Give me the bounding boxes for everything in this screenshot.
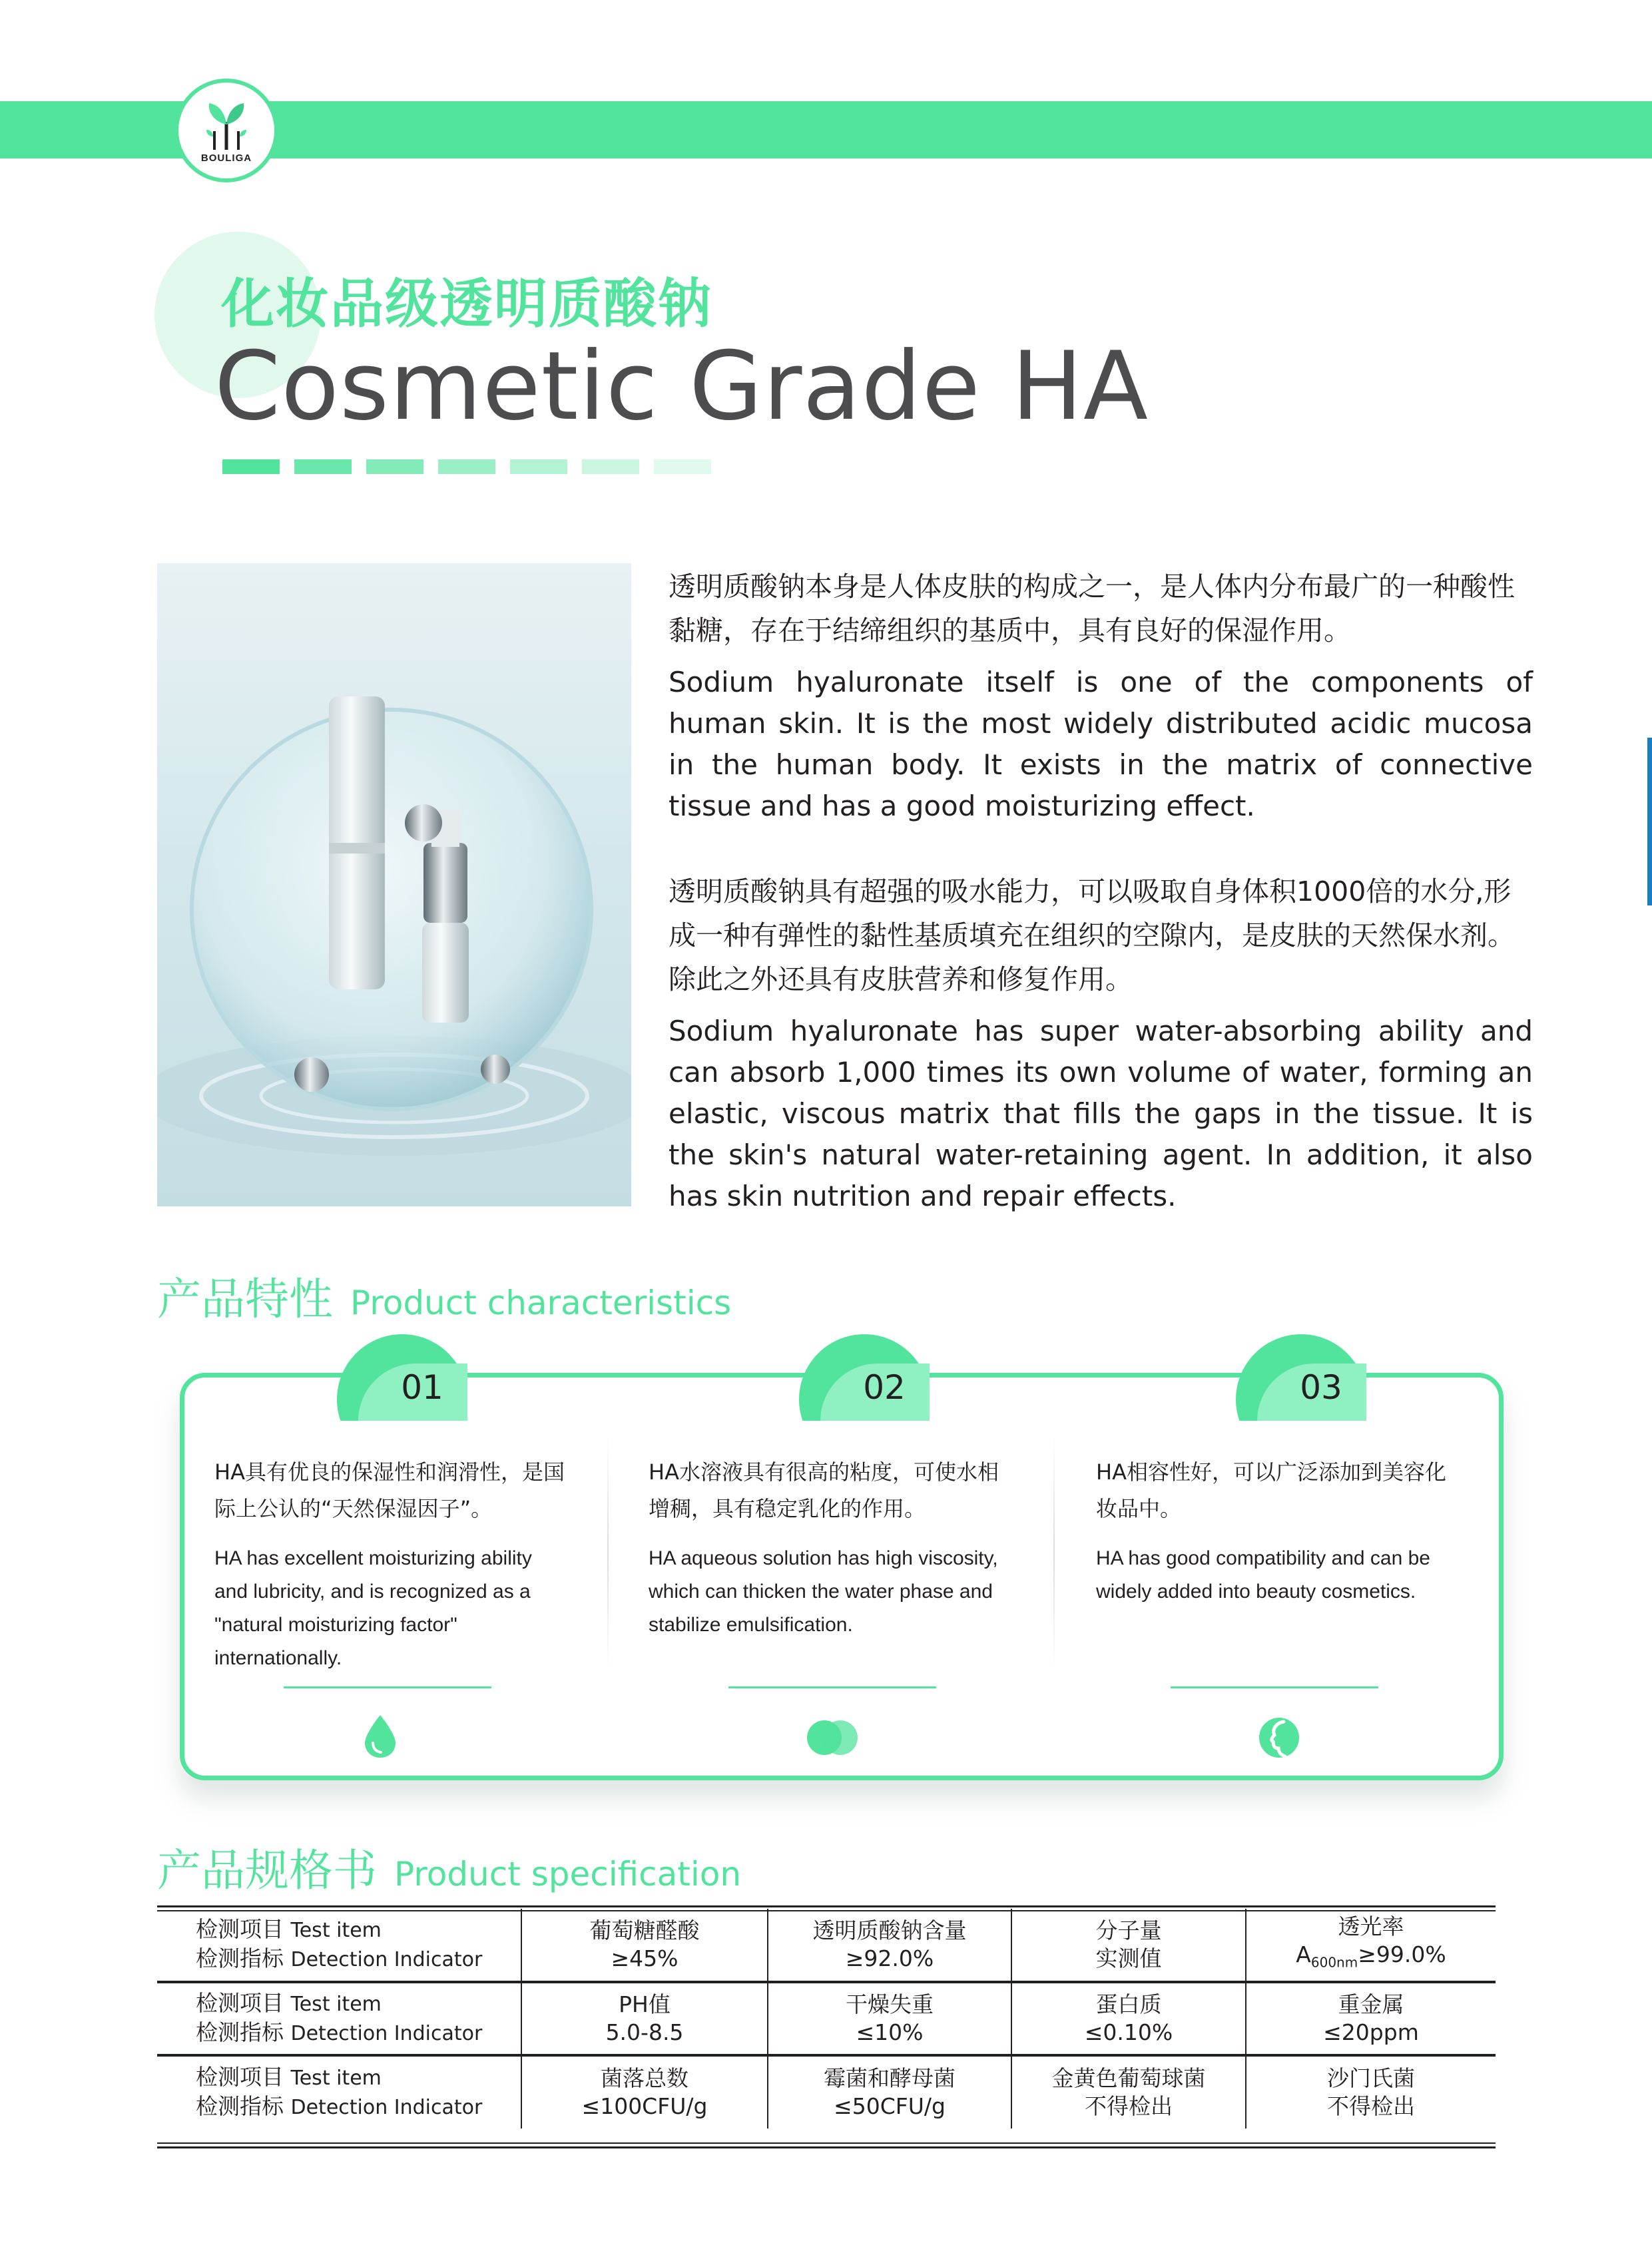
characteristics-heading-en: Product characteristics (350, 1284, 732, 1322)
spec-cell: 葡萄糖醛酸 ≥45% (521, 1909, 768, 1982)
characteristic-item-2 (649, 1454, 1008, 1642)
spec-cell: 分子量 实测值 (1011, 1909, 1246, 1982)
intro-paragraph-2-en: Sodium hyaluronate has super water-absorbing ability and can absorb 1,000 times its own volume of water, forming an elastic, viscous matrix that fills the gaps in the tissue. It is the skin's natural water-retaining agent. In addition, it also has skin nutrition and repair effects. (669, 1015, 1533, 1212)
page-title-cn: 化妆品级透明质酸钠 (221, 273, 712, 335)
spec-cell: 重金属 ≤20ppm (1246, 1982, 1496, 2055)
specification-heading (157, 1835, 741, 1898)
spec-cell: 沙门氏菌 不得检出 (1246, 2055, 1496, 2128)
characteristic-3-cn: HA相容性好，可以广泛添加到美容化妆品中。 (1096, 1459, 1446, 1521)
brand-logo (174, 79, 278, 182)
intro-text (669, 565, 1533, 1217)
characteristic-item-1 (214, 1454, 570, 1675)
page-title-en: Cosmetic Grade HA (214, 332, 1149, 441)
characteristic-underline (1171, 1686, 1378, 1688)
row-label: 检测项目 Test item 检测指标 Detection Indicator (157, 1909, 521, 1982)
badge-number: 01 (401, 1368, 443, 1407)
characteristic-item-3 (1096, 1454, 1456, 1609)
table-bottom-rule (157, 2142, 1496, 2148)
product-image (157, 563, 631, 1206)
spec-cell: 透明质酸钠含量 ≥92.0% (768, 1909, 1011, 1982)
specification-table (157, 1909, 1496, 2128)
spec-cell: 菌落总数 ≤100CFU/g (521, 2055, 768, 2128)
face-profile-icon (1249, 1712, 1309, 1759)
characteristic-3-en: HA has good compatibility and can be widely added into beauty cosmetics. (1096, 1547, 1430, 1603)
characteristic-underline (728, 1686, 936, 1688)
spec-cell: 蛋白质 ≤0.10% (1011, 1982, 1246, 2055)
characteristic-1-en: HA has excellent moisturizing ability and lubricity, and is recognized as a "natural moisturizing factor" internationally. (214, 1547, 532, 1669)
intro-paragraph-1-en: Sodium hyaluronate itself is one of the components of human skin. It is the most widely distributed acidic mucosa in the human body. It exists in the matrix of connective tissue and has a good moisturizing effect. (669, 666, 1533, 822)
column-divider (1053, 1435, 1055, 1668)
characteristic-badge-02 (799, 1334, 930, 1421)
table-row (157, 1982, 1496, 2055)
table-row (157, 2055, 1496, 2128)
specification-heading-cn: 产品规格书 (157, 1845, 377, 1896)
spec-cell: 干燥失重 ≤10% (768, 1982, 1011, 2055)
row-label: 检测项目 Test item 检测指标 Detection Indicator (157, 1982, 521, 2055)
intro-paragraph-2-cn: 透明质酸钠具有超强的吸水能力，可以吸取自身体积1000倍的水分,形成一种有弹性的黏性基质填充在组织的空隙内，是皮肤的天然保水剂。除此之外还具有皮肤营养和修复作用。 (669, 875, 1515, 995)
logo-wordmark: BOULIGA (200, 152, 252, 164)
row-label: 检测项目 Test item 检测指标 Detection Indicator (196, 2064, 483, 2119)
characteristic-1-cn: HA具有优良的保湿性和润滑性，是国际上公认的“天然保湿因子”。 (214, 1459, 565, 1521)
table-row (157, 1909, 1496, 1982)
page-edge-mark (1647, 738, 1652, 905)
characteristic-underline (284, 1686, 491, 1688)
badge-number: 03 (1300, 1368, 1342, 1407)
characteristic-badge-01 (337, 1334, 467, 1421)
sprout-logo-icon (194, 98, 258, 151)
characteristic-2-en: HA aqueous solution has high viscosity, which can thicken the water phase and stabilize emulsification. (649, 1547, 998, 1636)
double-circle-icon (802, 1712, 862, 1759)
characteristics-heading-cn: 产品特性 (157, 1274, 333, 1325)
badge-number: 02 (863, 1368, 906, 1407)
spec-cell: 金黄色葡萄球菌 不得检出 (1011, 2055, 1246, 2128)
water-drop-icon (350, 1712, 410, 1759)
title-dash-decoration (222, 459, 711, 474)
spec-cell: 霉菌和酵母菌 ≤50CFU/g (768, 2055, 1011, 2128)
characteristic-2-cn: HA水溶液具有很高的粘度，可使水相增稠，具有稳定乳化的作用。 (649, 1459, 999, 1521)
cosmetic-bottles-illustration (157, 563, 631, 1206)
specification-heading-en: Product specification (394, 1855, 742, 1893)
column-divider (607, 1435, 609, 1668)
spec-cell: 透光率 $A_{600nm}\ge 99.0\%$ (1246, 1909, 1496, 1982)
characteristics-heading (157, 1264, 731, 1327)
spec-cell: PH值 5.0-8.5 (521, 1982, 768, 2055)
intro-paragraph-1-cn: 透明质酸钠本身是人体皮肤的构成之一，是人体内分布最广的一种酸性黏糖，存在于结缔组织的基质中，具有良好的保湿作用。 (669, 571, 1515, 646)
characteristic-badge-03 (1236, 1334, 1366, 1421)
